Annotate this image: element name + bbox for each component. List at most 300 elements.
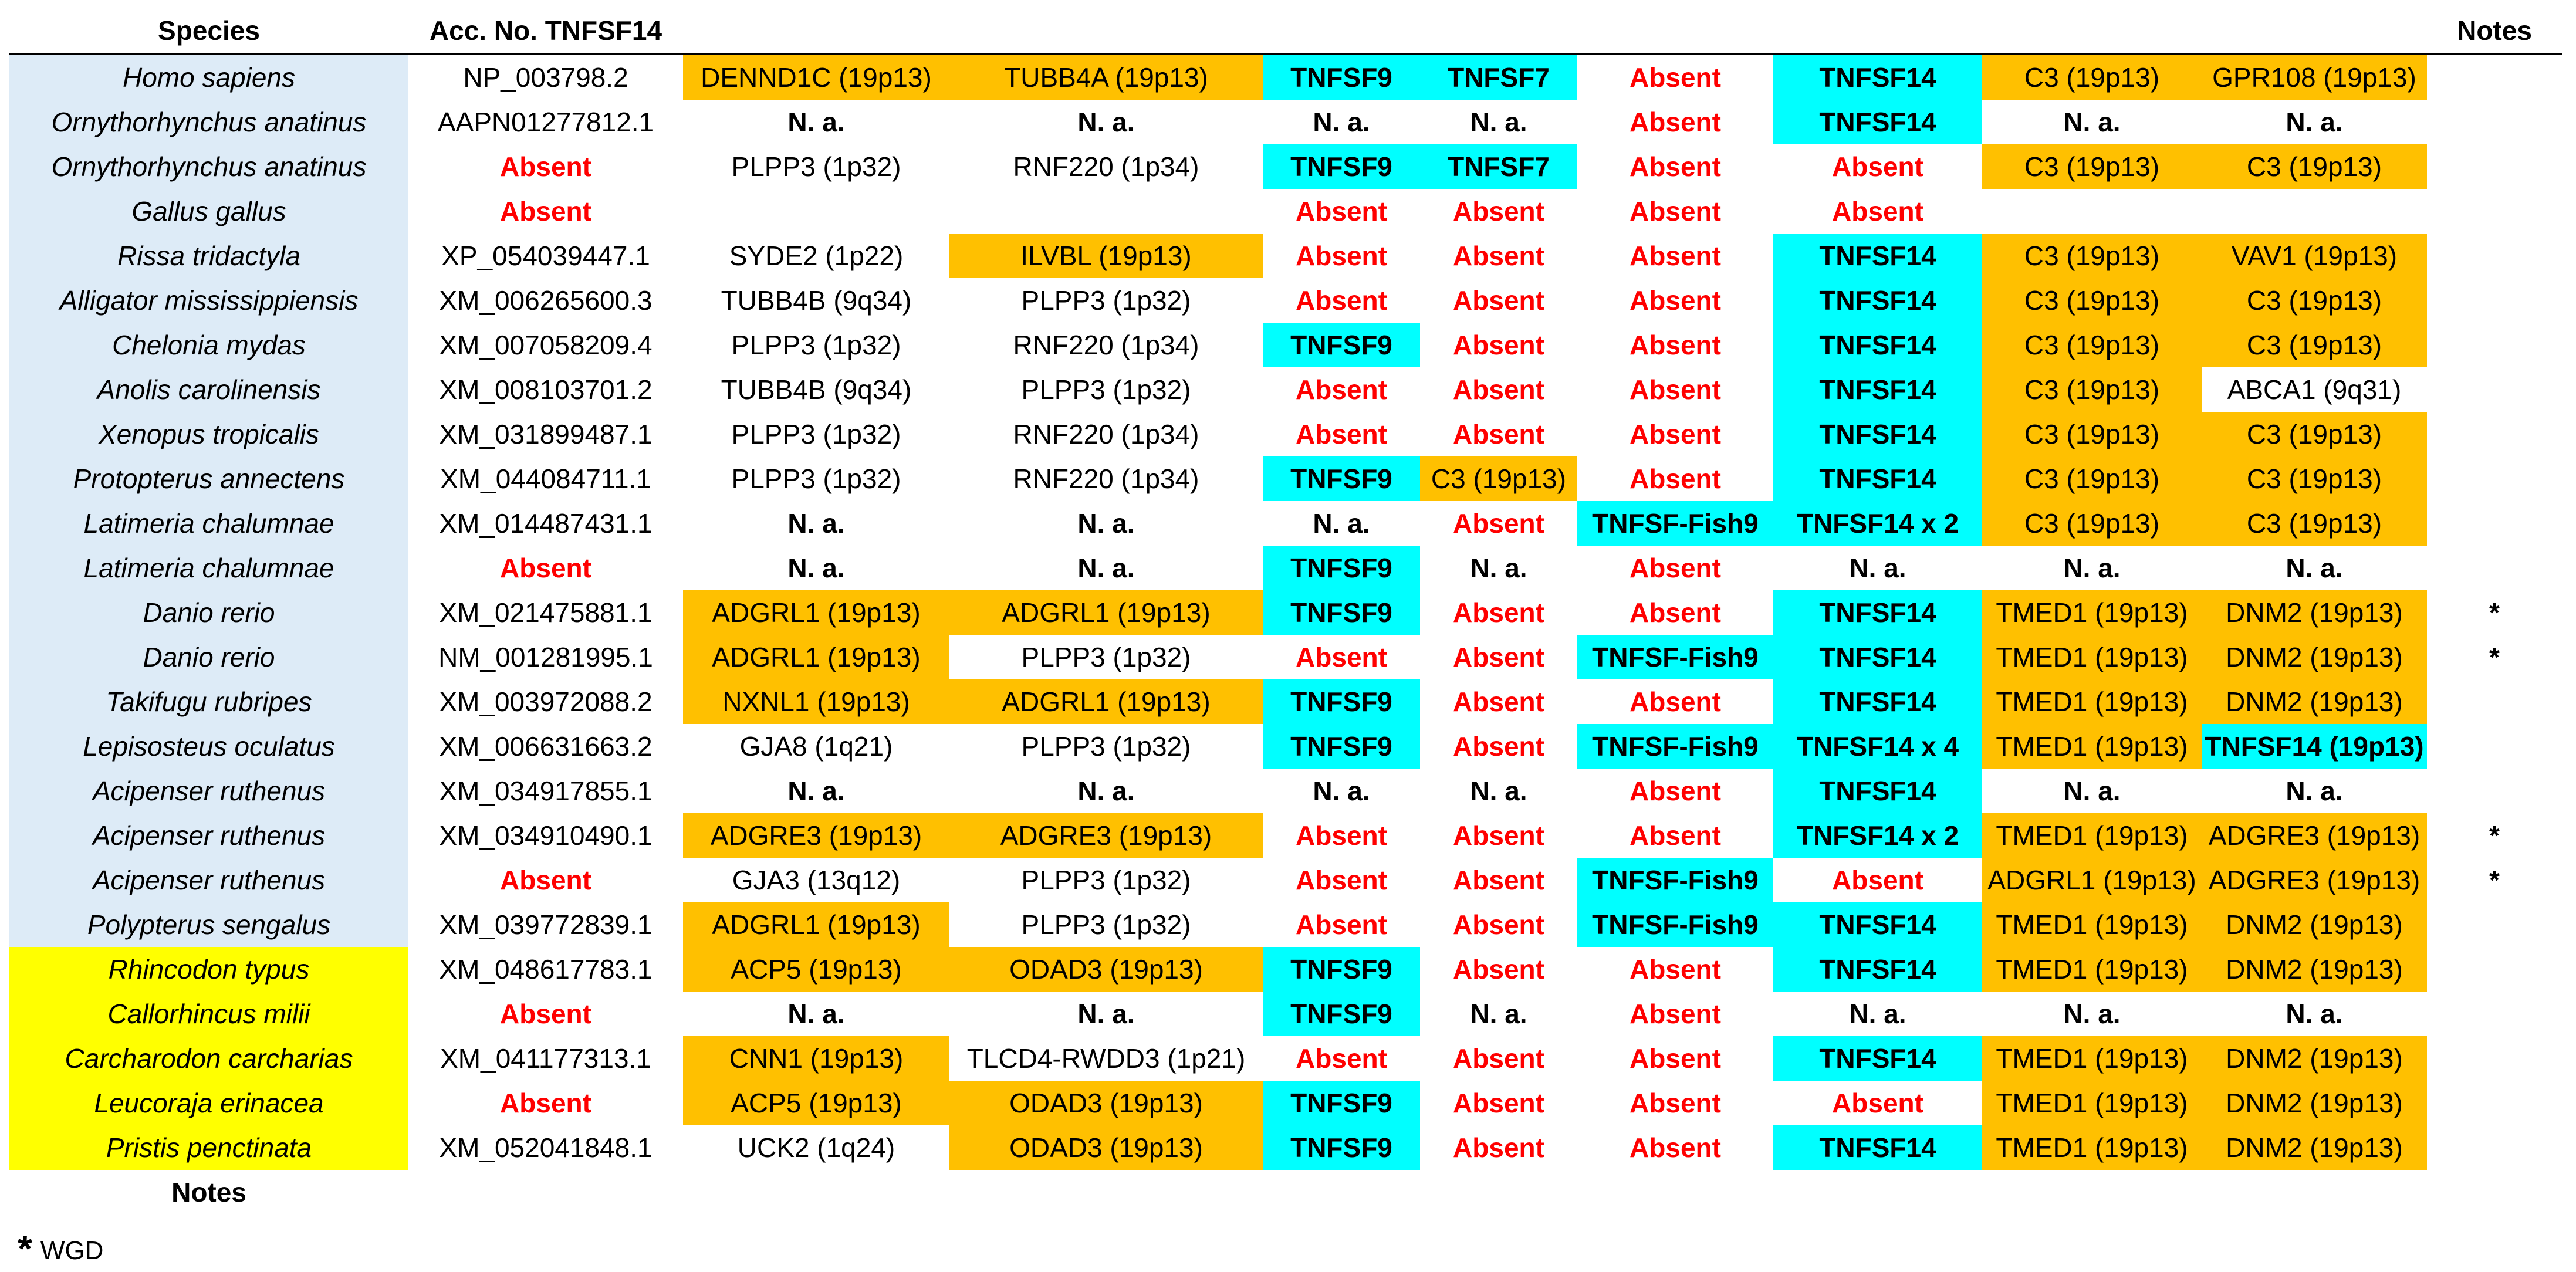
gene-cell: DNM2 (19p13) <box>2202 947 2427 992</box>
gene-cell: Absent <box>1630 330 1721 360</box>
notes-cell <box>2427 323 2562 367</box>
gene-cell: Absent <box>1453 241 1544 271</box>
gene-cell: RNF220 (1p34) <box>1013 464 1199 494</box>
notes-cell <box>2427 992 2562 1036</box>
gene-cell <box>2202 189 2427 234</box>
notes-cell: * <box>2489 865 2500 895</box>
gene-cell: Absent <box>1630 374 1721 405</box>
table-row <box>9 234 2562 278</box>
gene-cell: SYDE2 (1p22) <box>729 241 904 271</box>
gene-cell: Absent <box>1630 820 1721 851</box>
notes-cell <box>2427 234 2562 278</box>
gene-cell: N. a. <box>2063 107 2121 137</box>
gene-cell: TNFSF14 <box>1773 679 1982 724</box>
table-body <box>9 54 2562 1170</box>
gene-cell: TMED1 (19p13) <box>1982 1036 2202 1081</box>
header-notes: Notes <box>2427 8 2562 54</box>
gene-cell: TNFSF14 <box>1773 323 1982 367</box>
gene-cell: N. a. <box>2063 999 2121 1029</box>
gene-cell: C3 (19p13) <box>1982 54 2202 100</box>
gene-cell: Absent <box>1453 1043 1544 1074</box>
accession-cell: XM_006631663.2 <box>439 731 653 762</box>
footnote-text: WGD <box>40 1236 104 1265</box>
accession-cell: NP_003798.2 <box>463 62 628 93</box>
table-row <box>9 769 2562 813</box>
gene-cell: C3 (19p13) <box>1982 144 2202 189</box>
gene-cell: GPR108 (19p13) <box>2202 54 2427 100</box>
notes-cell <box>2427 546 2562 590</box>
species-cell: Acipenser ruthenus <box>9 769 408 813</box>
gene-cell: Absent <box>1453 597 1544 628</box>
notes-cell <box>2427 1081 2562 1125</box>
gene-cell: TNFSF-Fish9 <box>1577 501 1773 546</box>
notes-cell: * <box>2489 597 2500 628</box>
accession-cell: XM_039772839.1 <box>439 909 653 940</box>
notes-cell <box>2427 367 2562 412</box>
gene-cell: TNFSF14 x 2 <box>1773 501 1982 546</box>
gene-cell: Absent <box>1630 107 1721 137</box>
gene-cell: TMED1 (19p13) <box>1982 813 2202 858</box>
notes-cell <box>2427 501 2562 546</box>
accession-cell: XM_034910490.1 <box>439 820 653 851</box>
gene-cell: N. a. <box>787 999 845 1029</box>
gene-cell: NXNL1 (19p13) <box>683 679 949 724</box>
table-row <box>9 635 2562 679</box>
gene-cell: Absent <box>1630 419 1721 449</box>
species-cell: Protopterus annectens <box>9 456 408 501</box>
notes-cell <box>2427 412 2562 456</box>
gene-cell: N. a. <box>2286 999 2343 1029</box>
header-row <box>9 8 2562 54</box>
gene-cell: TMED1 (19p13) <box>1982 679 2202 724</box>
gene-cell: ABCA1 (9q31) <box>2227 374 2402 405</box>
header-species: Species <box>9 8 408 54</box>
species-cell: Latimeria chalumnae <box>9 546 408 590</box>
gene-cell: Absent <box>1630 285 1721 316</box>
gene-cell: Absent <box>1453 1132 1544 1163</box>
gene-cell <box>1982 189 2202 234</box>
gene-cell: DNM2 (19p13) <box>2202 902 2427 947</box>
accession-cell: XM_014487431.1 <box>439 508 653 539</box>
species-cell: Alligator mississippiensis <box>9 278 408 323</box>
gene-cell: Absent <box>1453 374 1544 405</box>
gene-cell: PLPP3 (1p32) <box>1021 642 1191 672</box>
gene-cell: C3 (19p13) <box>1982 501 2202 546</box>
gene-cell: Absent <box>1630 241 1721 271</box>
gene-cell: TUBB4A (19p13) <box>949 54 1263 100</box>
accession-cell: XM_008103701.2 <box>439 374 653 405</box>
gene-cell: GJA3 (13q12) <box>732 865 901 895</box>
gene-cell: PLPP3 (1p32) <box>1021 865 1191 895</box>
species-cell: Callorhincus milii <box>9 992 408 1036</box>
gene-cell: N. a. <box>787 107 845 137</box>
gene-cell: C3 (19p13) <box>1982 456 2202 501</box>
accession-cell: XP_054039447.1 <box>441 241 650 271</box>
notes-cell <box>2427 278 2562 323</box>
species-cell: Acipenser ruthenus <box>9 858 408 902</box>
gene-cell: Absent <box>1296 285 1387 316</box>
accession-cell: Absent <box>500 151 591 182</box>
gene-cell: TNFSF9 <box>1263 144 1420 189</box>
gene-cell: Absent <box>1453 686 1544 717</box>
gene-cell: C3 (19p13) <box>1982 367 2202 412</box>
footnote <box>18 1220 104 1270</box>
gene-cell: TNFSF14 <box>1773 947 1982 992</box>
gene-cell: N. a. <box>1849 999 1906 1029</box>
species-cell: Danio rerio <box>9 635 408 679</box>
notes-cell <box>2427 1125 2562 1170</box>
accession-cell: Absent <box>500 553 591 583</box>
gene-cell: TNFSF9 <box>1263 456 1420 501</box>
gene-cell: TMED1 (19p13) <box>1982 590 2202 635</box>
gene-cell: ADGRL1 (19p13) <box>683 902 949 947</box>
gene-cell: GJA8 (1q21) <box>739 731 893 762</box>
gene-cell: Absent <box>1832 1088 1923 1118</box>
gene-cell: PLPP3 (1p32) <box>1021 285 1191 316</box>
header-gene-column-5 <box>1577 8 1773 54</box>
gene-cell: ACP5 (19p13) <box>683 1081 949 1125</box>
accession-cell: AAPN01277812.1 <box>437 107 654 137</box>
gene-cell: TNFSF14 <box>1773 54 1982 100</box>
header-gene-column-7 <box>1982 8 2202 54</box>
accession-cell: Absent <box>500 865 591 895</box>
table-row <box>9 947 2562 992</box>
gene-cell: Absent <box>1630 1132 1721 1163</box>
gene-cell: Absent <box>1296 642 1387 672</box>
gene-cell: TNFSF9 <box>1263 1125 1420 1170</box>
gene-cell: DNM2 (19p13) <box>2202 1081 2427 1125</box>
table-row <box>9 1125 2562 1170</box>
gene-cell: Absent <box>1453 820 1544 851</box>
accession-cell: XM_006265600.3 <box>439 285 653 316</box>
gene-cell: Absent <box>1630 686 1721 717</box>
gene-cell: TNFSF-Fish9 <box>1577 635 1773 679</box>
gene-cell: DNM2 (19p13) <box>2202 679 2427 724</box>
species-cell: Chelonia mydas <box>9 323 408 367</box>
gene-cell: Absent <box>1453 909 1544 940</box>
gene-cell: ODAD3 (19p13) <box>949 1125 1263 1170</box>
gene-cell: PLPP3 (1p32) <box>1021 909 1191 940</box>
gene-cell: TNFSF-Fish9 <box>1577 902 1773 947</box>
gene-cell <box>683 189 949 234</box>
notes-cell <box>2427 189 2562 234</box>
gene-cell: TNFSF14 <box>1773 278 1982 323</box>
gene-cell: TNFSF7 <box>1420 144 1577 189</box>
gene-cell: TNFSF9 <box>1263 323 1420 367</box>
gene-cell: N. a. <box>787 508 845 539</box>
gene-cell: N. a. <box>1470 999 1527 1029</box>
gene-cell: ADGRL1 (19p13) <box>683 590 949 635</box>
gene-cell: ADGRL1 (19p13) <box>683 635 949 679</box>
gene-cell: C3 (19p13) <box>1982 278 2202 323</box>
gene-cell: C3 (19p13) <box>1982 323 2202 367</box>
gene-cell: C3 (19p13) <box>2202 412 2427 456</box>
notes-cell <box>2427 100 2562 144</box>
gene-cell: N. a. <box>1077 776 1135 806</box>
gene-cell: Absent <box>1453 508 1544 539</box>
table-row <box>9 456 2562 501</box>
table-row <box>9 858 2562 902</box>
notes-cell: * <box>2489 820 2500 851</box>
gene-cell: VAV1 (19p13) <box>2202 234 2427 278</box>
gene-cell: PLPP3 (1p32) <box>731 330 901 360</box>
table-row <box>9 1081 2562 1125</box>
gene-cell: N. a. <box>1077 999 1135 1029</box>
gene-cell: Absent <box>1296 196 1387 226</box>
gene-cell: ADGRL1 (19p13) <box>949 679 1263 724</box>
header-gene-column-8 <box>2202 8 2427 54</box>
gene-cell: TNFSF9 <box>1263 947 1420 992</box>
gene-cell: Absent <box>1453 419 1544 449</box>
gene-cell: UCK2 (1q24) <box>737 1132 895 1163</box>
accession-cell: XM_031899487.1 <box>439 419 653 449</box>
gene-cell: Absent <box>1630 464 1721 494</box>
gene-cell: N. a. <box>1470 107 1527 137</box>
notes-cell <box>2427 724 2562 769</box>
synteny-table-sheet <box>9 8 2562 1170</box>
gene-cell: TNFSF14 <box>1773 902 1982 947</box>
gene-cell: ACP5 (19p13) <box>683 947 949 992</box>
header-gene-column-3 <box>1263 8 1420 54</box>
gene-cell: Absent <box>1296 374 1387 405</box>
gene-cell: Absent <box>1453 1088 1544 1118</box>
gene-cell: N. a. <box>1313 776 1370 806</box>
gene-cell: C3 (19p13) <box>2202 323 2427 367</box>
notes-cell <box>2427 54 2562 100</box>
gene-cell: TNFSF14 <box>1773 590 1982 635</box>
notes-cell <box>2427 769 2562 813</box>
gene-cell: CNN1 (19p13) <box>683 1036 949 1081</box>
gene-cell: TNFSF9 <box>1263 546 1420 590</box>
header-gene-column-2 <box>949 8 1263 54</box>
gene-cell: PLPP3 (1p32) <box>1021 731 1191 762</box>
gene-cell: TNFSF-Fish9 <box>1577 724 1773 769</box>
table-row <box>9 323 2562 367</box>
gene-cell: N. a. <box>1313 107 1370 137</box>
species-cell: Anolis carolinensis <box>9 367 408 412</box>
gene-cell: N. a. <box>1849 553 1906 583</box>
species-cell: Pristis penctinata <box>9 1125 408 1170</box>
gene-cell: PLPP3 (1p32) <box>731 464 901 494</box>
header-gene-column-4 <box>1420 8 1577 54</box>
gene-cell: Absent <box>1832 865 1923 895</box>
gene-cell: TMED1 (19p13) <box>1982 947 2202 992</box>
synteny-table <box>9 8 2562 1170</box>
gene-cell: Absent <box>1630 999 1721 1029</box>
gene-cell: TNFSF9 <box>1263 679 1420 724</box>
accession-cell: Absent <box>500 1088 591 1118</box>
species-cell: Ornythorhynchus anatinus <box>9 144 408 189</box>
gene-cell: C3 (19p13) <box>2202 278 2427 323</box>
species-cell: Takifugu rubripes <box>9 679 408 724</box>
species-cell: Xenopus tropicalis <box>9 412 408 456</box>
gene-cell: Absent <box>1296 419 1387 449</box>
accession-cell: NM_001281995.1 <box>438 642 653 672</box>
table-row <box>9 100 2562 144</box>
gene-cell: Absent <box>1630 776 1721 806</box>
gene-cell: Absent <box>1832 196 1923 226</box>
accession-cell: XM_003972088.2 <box>439 686 653 717</box>
gene-cell: Absent <box>1453 731 1544 762</box>
gene-cell: C3 (19p13) <box>2202 144 2427 189</box>
accession-cell: XM_044084711.1 <box>440 464 651 494</box>
table-row <box>9 902 2562 947</box>
notes-footer-label: Notes <box>171 1177 246 1207</box>
header-accession: Acc. No. TNFSF14 <box>408 8 683 54</box>
gene-cell: PLPP3 (1p32) <box>731 151 901 182</box>
table-row <box>9 367 2562 412</box>
gene-cell: Absent <box>1296 1043 1387 1074</box>
species-cell: Gallus gallus <box>9 189 408 234</box>
gene-cell: N. a. <box>2286 776 2343 806</box>
gene-cell: ADGRE3 (19p13) <box>2202 813 2427 858</box>
table-row <box>9 590 2562 635</box>
gene-cell: Absent <box>1630 196 1721 226</box>
gene-cell: C3 (19p13) <box>2202 501 2427 546</box>
notes-cell <box>2427 902 2562 947</box>
gene-cell: Absent <box>1453 865 1544 895</box>
gene-cell: TLCD4-RWDD3 (1p21) <box>966 1043 1246 1074</box>
gene-cell: Absent <box>1453 642 1544 672</box>
gene-cell: Absent <box>1453 196 1544 226</box>
accession-cell: XM_007058209.4 <box>439 330 653 360</box>
species-cell: Carcharodon carcharias <box>9 1036 408 1081</box>
gene-cell: RNF220 (1p34) <box>1013 330 1199 360</box>
table-row <box>9 278 2562 323</box>
gene-cell: Absent <box>1630 151 1721 182</box>
table-row <box>9 189 2562 234</box>
gene-cell: N. a. <box>2063 553 2121 583</box>
accession-cell: XM_034917855.1 <box>439 776 653 806</box>
table-row <box>9 412 2562 456</box>
notes-cell: * <box>2489 642 2500 672</box>
gene-cell: N. a. <box>1077 107 1135 137</box>
gene-cell: TNFSF14 <box>1773 367 1982 412</box>
accession-cell: XM_041177313.1 <box>440 1043 651 1074</box>
gene-cell: N. a. <box>1313 508 1370 539</box>
gene-cell: Absent <box>1630 1088 1721 1118</box>
gene-cell: N. a. <box>1470 553 1527 583</box>
gene-cell: TNFSF-Fish9 <box>1577 858 1773 902</box>
table-row <box>9 54 2562 100</box>
gene-cell: N. a. <box>1470 776 1527 806</box>
species-cell: Lepisosteus oculatus <box>9 724 408 769</box>
accession-cell: Absent <box>500 999 591 1029</box>
table-row <box>9 1036 2562 1081</box>
gene-cell: Absent <box>1453 285 1544 316</box>
gene-cell: Absent <box>1630 553 1721 583</box>
notes-cell <box>2427 1036 2562 1081</box>
header-gene-column-6 <box>1773 8 1982 54</box>
gene-cell: DNM2 (19p13) <box>2202 635 2427 679</box>
gene-cell: RNF220 (1p34) <box>1013 151 1199 182</box>
gene-cell: TNFSF14 <box>1773 1125 1982 1170</box>
accession-cell: XM_052041848.1 <box>439 1132 653 1163</box>
gene-cell: N. a. <box>787 776 845 806</box>
gene-cell: Absent <box>1630 62 1721 93</box>
accession-cell: XM_021475881.1 <box>439 597 653 628</box>
gene-cell: Absent <box>1832 151 1923 182</box>
gene-cell: TNFSF14 x 4 <box>1773 724 1982 769</box>
notes-cell <box>2427 144 2562 189</box>
gene-cell: ADGRL1 (19p13) <box>1982 858 2202 902</box>
notes-cell <box>2427 679 2562 724</box>
gene-cell: DNM2 (19p13) <box>2202 1125 2427 1170</box>
gene-cell: TNFSF9 <box>1263 590 1420 635</box>
species-cell: Leucoraja erinacea <box>9 1081 408 1125</box>
gene-cell: N. a. <box>1077 553 1135 583</box>
gene-cell: Absent <box>1296 241 1387 271</box>
gene-cell: TMED1 (19p13) <box>1982 1125 2202 1170</box>
gene-cell: TNFSF7 <box>1420 54 1577 100</box>
gene-cell: PLPP3 (1p32) <box>1021 374 1191 405</box>
gene-cell: TMED1 (19p13) <box>1982 635 2202 679</box>
table-row <box>9 679 2562 724</box>
gene-cell: TMED1 (19p13) <box>1982 724 2202 769</box>
gene-cell: DENND1C (19p13) <box>683 54 949 100</box>
gene-cell: TNFSF14 <box>1773 234 1982 278</box>
gene-cell: Absent <box>1296 865 1387 895</box>
gene-cell: TMED1 (19p13) <box>1982 902 2202 947</box>
table-row <box>9 813 2562 858</box>
table-row <box>9 501 2562 546</box>
gene-cell: C3 (19p13) <box>1420 456 1577 501</box>
gene-cell: TNFSF14 <box>1773 456 1982 501</box>
notes-cell <box>2427 456 2562 501</box>
species-cell: Rhincodon typus <box>9 947 408 992</box>
table-row <box>9 546 2562 590</box>
notes-cell <box>2427 947 2562 992</box>
gene-cell: N. a. <box>2286 107 2343 137</box>
gene-cell: TUBB4B (9q34) <box>721 285 912 316</box>
gene-cell: TNFSF9 <box>1263 54 1420 100</box>
gene-cell: Absent <box>1296 820 1387 851</box>
gene-cell: TUBB4B (9q34) <box>721 374 912 405</box>
gene-cell: DNM2 (19p13) <box>2202 1036 2427 1081</box>
gene-cell: Absent <box>1630 597 1721 628</box>
accession-cell: XM_048617783.1 <box>439 954 653 985</box>
gene-cell: N. a. <box>2063 776 2121 806</box>
footnote-symbol: * <box>18 1227 32 1270</box>
gene-cell: TNFSF14 <box>1773 1036 1982 1081</box>
species-cell: Polypterus sengalus <box>9 902 408 947</box>
species-cell: Acipenser ruthenus <box>9 813 408 858</box>
gene-cell <box>949 189 1263 234</box>
gene-cell: C3 (19p13) <box>1982 234 2202 278</box>
gene-cell: Absent <box>1630 1043 1721 1074</box>
gene-cell: TNFSF14 (19p13) <box>2202 724 2427 769</box>
gene-cell: DNM2 (19p13) <box>2202 590 2427 635</box>
gene-cell: ADGRE3 (19p13) <box>683 813 949 858</box>
gene-cell: RNF220 (1p34) <box>1013 419 1199 449</box>
gene-cell: Absent <box>1296 909 1387 940</box>
gene-cell: ODAD3 (19p13) <box>949 1081 1263 1125</box>
species-cell: Rissa tridactyla <box>9 234 408 278</box>
gene-cell: N. a. <box>2286 553 2343 583</box>
gene-cell: TNFSF9 <box>1263 992 1420 1036</box>
accession-cell: Absent <box>500 196 591 226</box>
gene-cell: N. a. <box>787 553 845 583</box>
gene-cell: TNFSF9 <box>1263 1081 1420 1125</box>
gene-cell: TMED1 (19p13) <box>1982 1081 2202 1125</box>
species-cell: Homo sapiens <box>9 54 408 100</box>
gene-cell: TNFSF14 <box>1773 769 1982 813</box>
species-cell: Ornythorhynchus anatinus <box>9 100 408 144</box>
species-cell: Latimeria chalumnae <box>9 501 408 546</box>
table-row <box>9 144 2562 189</box>
gene-cell: PLPP3 (1p32) <box>731 419 901 449</box>
gene-cell: Absent <box>1453 954 1544 985</box>
